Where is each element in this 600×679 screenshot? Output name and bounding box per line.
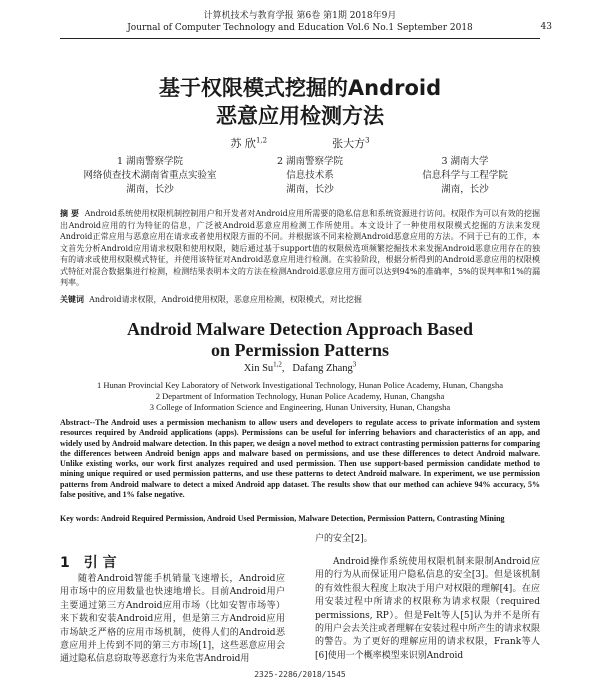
section-number: 1 bbox=[60, 555, 70, 571]
running-head bbox=[0, 10, 600, 34]
header-rule bbox=[60, 38, 540, 39]
affiliation-cn-3 bbox=[390, 155, 540, 197]
keywords-cn-text: Android请求权限，Android使用权限，恶意应用检测，权限模式，对比挖掘 bbox=[89, 295, 362, 304]
section-heading bbox=[60, 552, 117, 572]
footer-code: 2325-2286/2018/1545 bbox=[254, 670, 346, 679]
paper-title-cn-line1: 基于权限模式挖掘的Android bbox=[158, 76, 442, 100]
body-column-right: Android操作系统使用权限机制来限制Android应用的行为从而保证用户隐私信息的安全[3]。但是该机制的有效性很大程度上取决于用户对权限的理解[4]。在应用安装过程中所请求的权限称为请求权限（required permissions, RP）。但是Felt等人[5]认为并不是所有的用户会去关注或者理解在安装过程中所产生的请求权限的警告。为了更好的理解应用的请求权限，Frank等人[6]使用一个概率模型来识别Android bbox=[315, 557, 541, 661]
author-2-cn-sup: 3 bbox=[365, 136, 370, 145]
affiliation-en-1: 1 Hunan Provincial Key Laboratory of Network Investigational Technology, Hunan Police Academy, Hunan, Changsha bbox=[96, 380, 504, 390]
author-1-cn-sup: 1,2 bbox=[255, 136, 268, 145]
affiliation-cn-3-line3: 湖南，长沙 bbox=[441, 184, 489, 195]
authors-cn bbox=[0, 135, 600, 151]
journal-title-en: Journal of Computer Technology and Education Vol.6 No.1 September 2018 bbox=[127, 23, 473, 33]
affiliation-cn-1-line2: 网络侦查技术湖南省重点实验室 bbox=[83, 170, 217, 181]
affiliation-cn-1-line3: 湖南，长沙 bbox=[126, 184, 174, 195]
affiliation-cn-2 bbox=[250, 155, 370, 197]
affiliation-en-2: 2 Department of Information Technology, Hunan Police Academy, Hunan, Changsha bbox=[155, 391, 445, 401]
keywords-cn bbox=[60, 294, 540, 305]
affiliation-cn-2-line3: 湖南，长沙 bbox=[286, 184, 334, 195]
section-title: 引 言 bbox=[83, 555, 117, 571]
keywords-en bbox=[60, 514, 540, 524]
affiliation-cn-1 bbox=[60, 155, 240, 197]
affiliation-cn-3-line2: 信息科学与工程学院 bbox=[422, 170, 508, 181]
affiliations-en bbox=[0, 380, 600, 413]
abstract-en bbox=[60, 418, 540, 500]
paper-title-en-line1: Android Malware Detection Approach Based bbox=[126, 319, 473, 339]
abstract-en-text: The Android uses a permission mechanism to allow users and developers to regulate access to private information and system resources required by Android applications (apps). Permissions can be useful for inferring behaviors and characteristics of an app, and widely used by Android malware detection. In this paper, we design a novel method to extract contrasting permission patterns for comparing the differences between Android benign apps and malware based on permissions, and use these differences to detect Android malware. Unlike existing works, our work first analyzes required and used permission. Then use support-based permission candidate method to mining unique required or used permission patterns, and use these patterns to detect Android malware. In experiment, we use permission patterns from Android malware to detect a mixed Android app dataset. The results show that our method can achieve 94% accuracy, 5% false positive, and 1% false negative. bbox=[60, 418, 540, 500]
author-2-cn: 张大方 bbox=[332, 137, 366, 150]
paper-title-cn bbox=[0, 74, 600, 130]
author-1-en-sup: 1,2 bbox=[273, 360, 282, 369]
body-column-left: 随着Android智能手机销量飞速增长，Android应用市场中的应用数量也快速地增长。目前Android用户主要通过第三方Android应用市场（比如安智市场等）来下载和安装Android应用，但是第三方Android应用市场缺乏严格的应用市场机制，使得人们的Android恶意应用并上传到不同的第三方市场[1]，这些恶意应用会通过隐私信息窃取等恶意行为来危害Android用 bbox=[60, 574, 285, 665]
author-1-en: Xin Su bbox=[243, 363, 274, 374]
paper-title-en bbox=[0, 319, 600, 361]
body-column-right-carryover: 户的安全[2]。 bbox=[315, 534, 373, 544]
authors-en: Xin Su$^{1,2}$, Dafang Zhang$^3$ bbox=[243, 360, 357, 374]
abstract-cn-label: 摘 要 bbox=[60, 209, 80, 218]
keywords-en-text: Android Required Permission, Android Used Permission, Malware Detection, Permission Pattern, Contrasting Mining bbox=[100, 514, 505, 523]
abstract-cn-text: Android系统使用权限机制控制用户和开发者对Android应用所需要的隐私信息和系统资源进行访问。权限作为可以有效的挖掘出Android应用的行为特征的信息，广泛被Android恶意应用检测工作所使用。本文设计了一种使用权限模式挖掘的方法来发现Android正常应用与恶意应用在请求或者使用权限方面的不同。并根据该不同来检测Android恶意应用的方法。不同于已有的工作，本文首先分析Android应用请求权限和使用权限，随后通过基于support值的权限候选项频繁挖掘技术来发掘Android恶意应用存在的独有的请求或使用权限模式特征，并使用该特征对Android恶意应用进行检测。在实验阶段，根据分析得到的Android恶意应用的权限模式特征对混合数据集进行检测，检测结果表明本文的方法在检测Android恶意应用方面可以达到94%的准确率，5%的误判率和1%的漏判率。 bbox=[60, 209, 540, 287]
paper-title-cn-line2: 恶意应用检测方法 bbox=[216, 104, 384, 128]
affiliation-cn-3-line1: 3 湖南大学 bbox=[441, 156, 489, 167]
journal-title-cn: 计算机技术与教育学报 第6卷 第1期 2018年9月 bbox=[203, 11, 397, 21]
author-2-en-sup: 3 bbox=[352, 360, 357, 369]
page-number: 43 bbox=[540, 22, 552, 32]
affiliation-en-3: 3 College of Information Science and Engineering, Hunan University, Hunan, Changsha bbox=[149, 402, 451, 412]
keywords-en-label: Key words: bbox=[60, 514, 100, 523]
abstract-cn bbox=[60, 208, 540, 289]
affiliation-cn-2-line1: 2 湖南警察学院 bbox=[276, 156, 344, 167]
abstract-en-label: Abstract-- bbox=[60, 418, 96, 427]
keywords-cn-label: 关键词 bbox=[60, 295, 84, 304]
affiliation-cn-2-line2: 信息技术系 bbox=[286, 170, 334, 181]
paper-title-en-line2: on Permission Patterns bbox=[211, 340, 389, 360]
author-2-en: Dafang Zhang bbox=[292, 363, 353, 374]
author-1-cn: 苏 欣 bbox=[230, 137, 256, 150]
affiliation-cn-1-line1: 1 湖南警察学院 bbox=[116, 156, 184, 167]
